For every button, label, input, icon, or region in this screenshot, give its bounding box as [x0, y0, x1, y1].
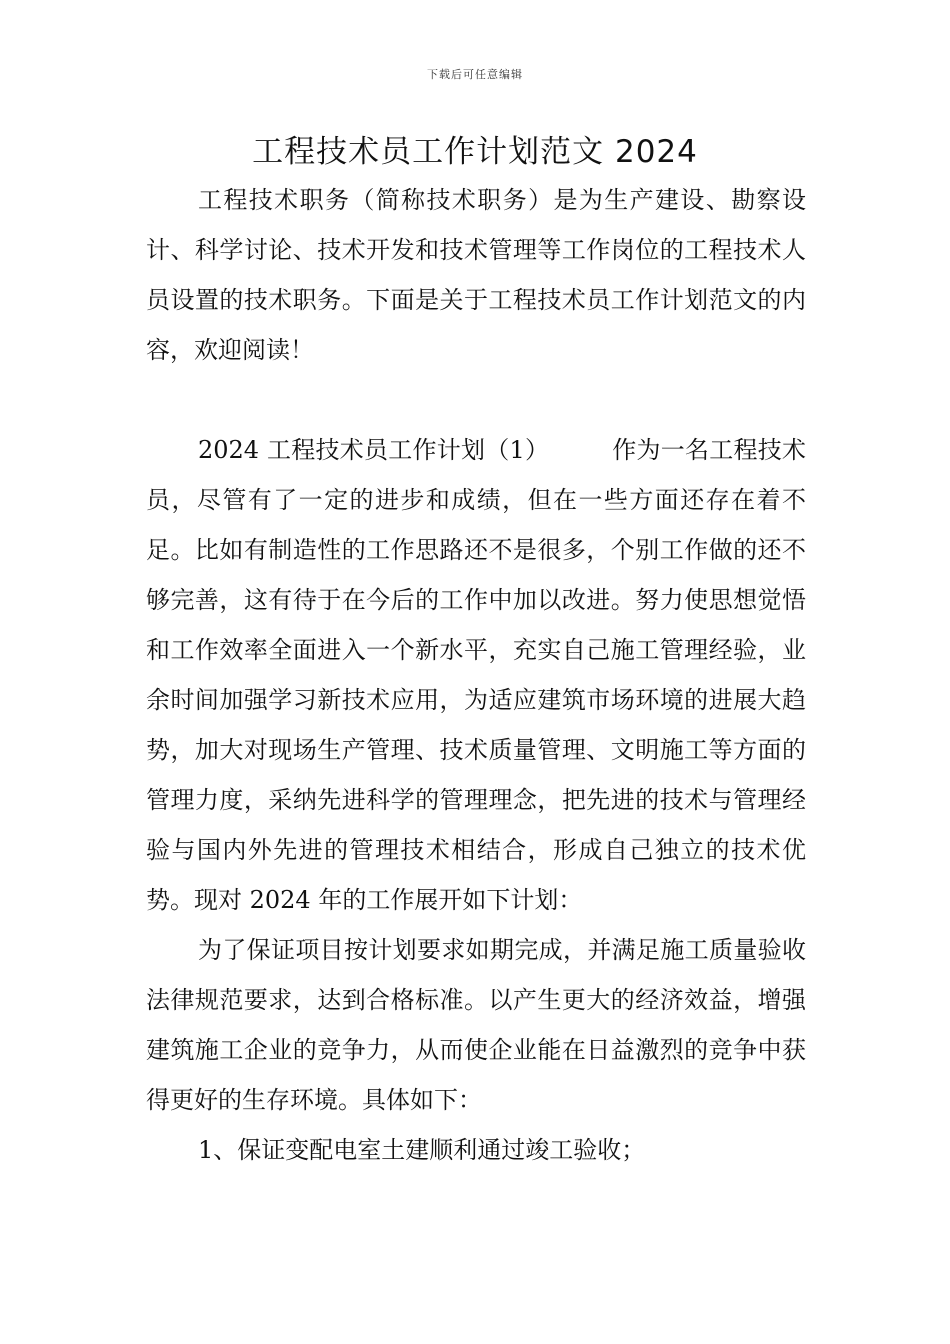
section-1-heading: 2024 工程技术员工作计划（1）	[198, 436, 550, 464]
intro-paragraph: 工程技术职务（简称技术职务）是为生产建设、勘察设计、科学讨论、技术开发和技术管理等工作岗位的工程技术人员设置的技术职务。下面是关于工程技术员工作计划范文的内容，欢迎阅读！	[146, 186, 806, 364]
document-title: 工程技术员工作计划范文 2024	[252, 134, 698, 170]
section-1-text: 作为一名工程技术员，尽管有了一定的进步和成绩，但在一些方面还存在着不足。比如有制造性的工作思路还不是很多，个别工作做的还不够完善，这有待于在今后的工作中加以改进。努力使思想觉悟和工作效率全面进入一个新水平，充实自己施工管理经验，业余时间加强学习新技术应用，为适应建筑市场环境的进展大趋势，加大对现场生产管理、技术质量管理、文明施工等方面的管理力度，采纳先进科学的管理理念，把先进的技术与管理经验与国内外先进的管理技术相结合，形成自己独立的技术优势。现对 2024 年的工作展开如下计划：	[146, 436, 806, 914]
paragraph-2: 为了保证项目按计划要求如期完成，并满足施工质量验收法律规范要求，达到合格标准。以产生更大的经济效益，增强建筑施工企业的竞争力，从而使企业能在日益激烈的竞争中获得更好的生存环境。具体如下：	[146, 936, 806, 1114]
header-note: 下载后可任意编辑	[427, 68, 523, 81]
section-1-paragraph	[146, 425, 806, 925]
heading-spacer	[549, 436, 612, 464]
document-body	[146, 175, 806, 1175]
list-item-1: 1、保证变配电室土建顺利通过竣工验收；	[198, 1136, 646, 1164]
